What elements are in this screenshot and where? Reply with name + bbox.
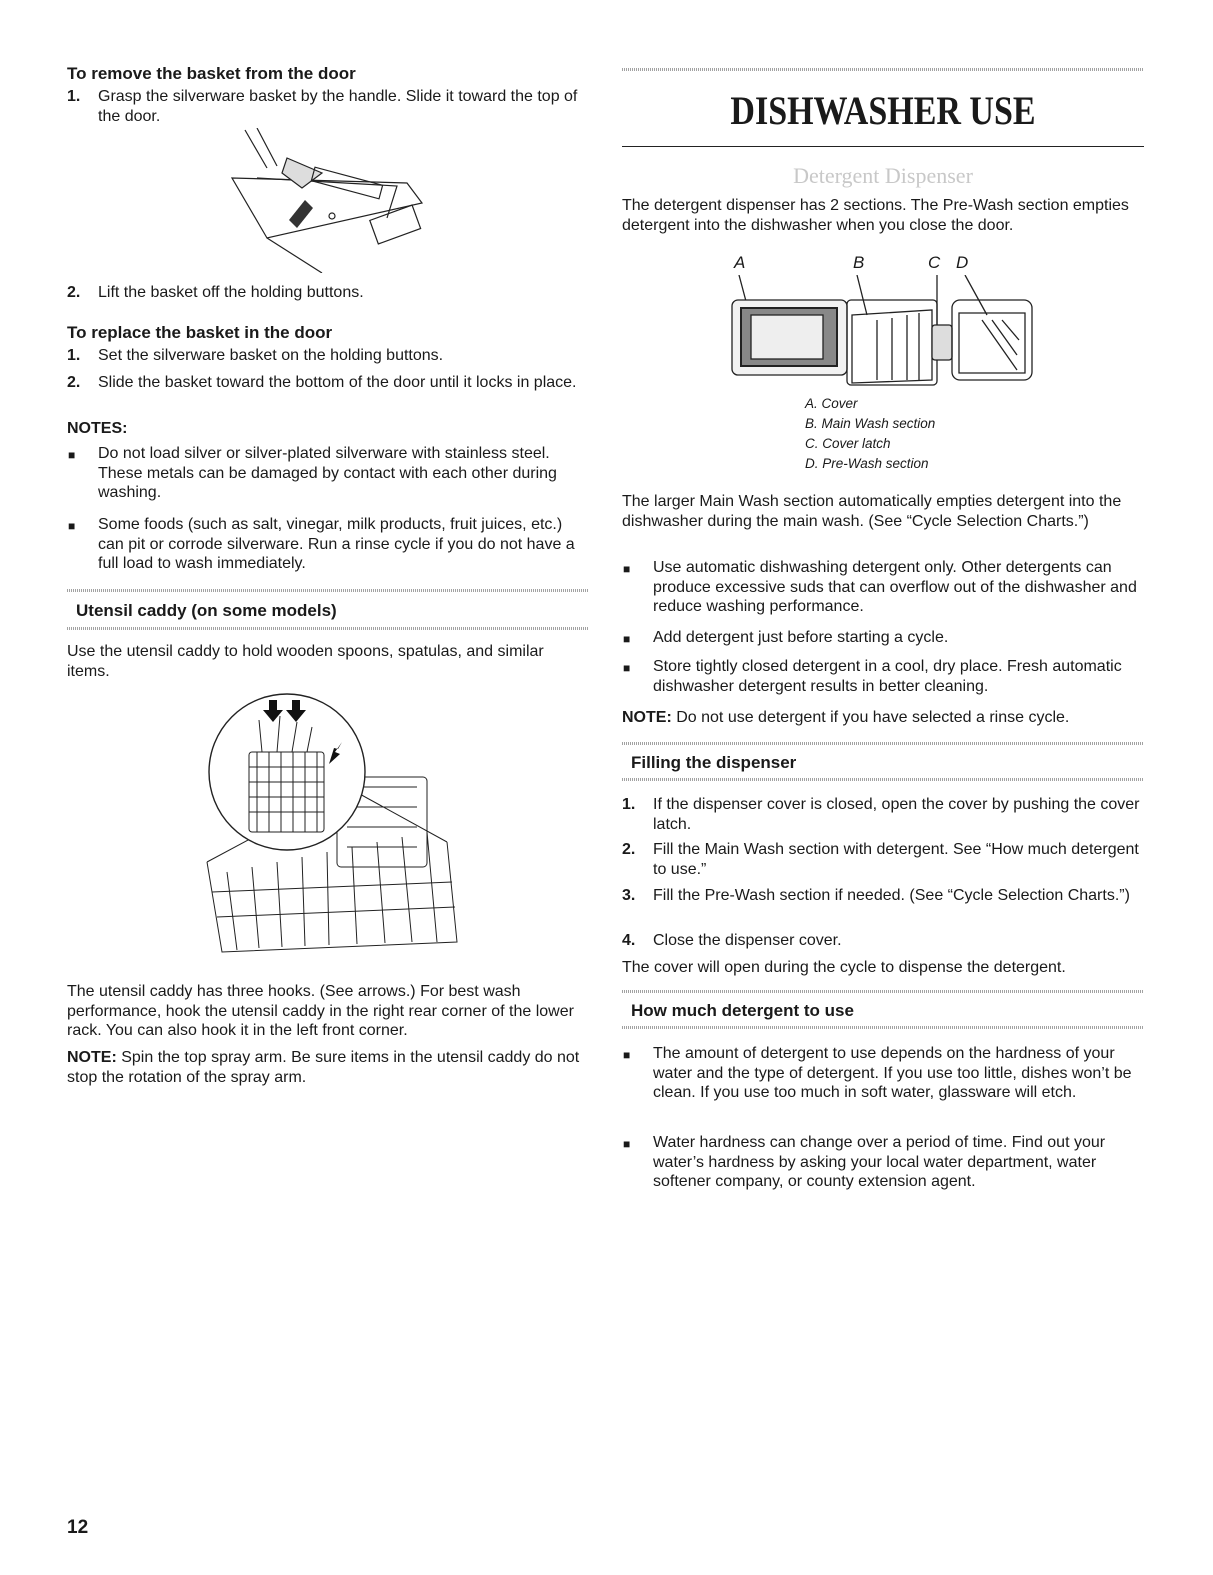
divider [622,68,1144,71]
cover-open-paragraph: The cover will open during the cycle to dispense the detergent. [622,959,1066,976]
utensil-intro: Use the utensil caddy to hold wooden spoons, spatulas, and similar items. [67,643,544,680]
replace-basket-heading: To replace the basket in the door [67,323,333,342]
label-a: A [734,253,746,272]
caption-c: C. Cover latch [805,436,891,451]
divider [622,1026,1144,1029]
divider [67,627,589,630]
divider [622,742,1144,745]
utensil-hooks-paragraph: The utensil caddy has three hooks. (See arrows.) For best wash performance, hook the utensil caddy in the right rear corner of the lower rack. You can also hook it in the left front corner. [67,983,574,1039]
how-much-detergent-heading: How much detergent to use [631,1001,854,1020]
caption-b: B. Main Wash section [805,416,936,431]
title-rule [622,146,1144,147]
silverware-basket-illustration [227,128,427,273]
dispenser-intro: The detergent dispenser has 2 sections. The Pre-Wash section empties detergent into the dishwasher when you close the door. [622,197,1129,234]
up-down-arrow-icon [289,200,313,228]
label-c: C [928,253,941,272]
utensil-caddy-illustration [197,692,467,972]
main-wash-paragraph: The larger Main Wash section automatically empties detergent into the dishwasher during the main wash. (See “Cycle Selection Charts.”) [622,493,1122,530]
spray-arm-note: NOTE: Spin the top spray arm. Be sure items in the utensil caddy do not stop the rotation of the spray arm. [67,1049,580,1086]
divider [622,778,1144,781]
divider [67,589,589,592]
caption-a: A. Cover [805,396,858,411]
label-d: D [956,253,969,272]
rinse-note: NOTE: Do not use detergent if you have selected a rinse cycle. [622,709,1070,726]
page-title: DISHWASHER USE [730,88,1036,133]
remove-basket-heading: To remove the basket from the door [67,64,356,83]
utensil-caddy-heading: Utensil caddy (on some models) [76,601,337,620]
caption-d: D. Pre-Wash section [805,456,929,471]
filling-dispenser-heading: Filling the dispenser [631,753,797,772]
label-b: B [853,253,865,272]
detergent-dispenser-diagram [727,275,1047,390]
divider [622,990,1144,993]
detergent-dispenser-heading: Detergent Dispenser [793,163,973,188]
notes-heading: NOTES: [67,420,128,437]
page-number: 12 [67,1517,89,1538]
